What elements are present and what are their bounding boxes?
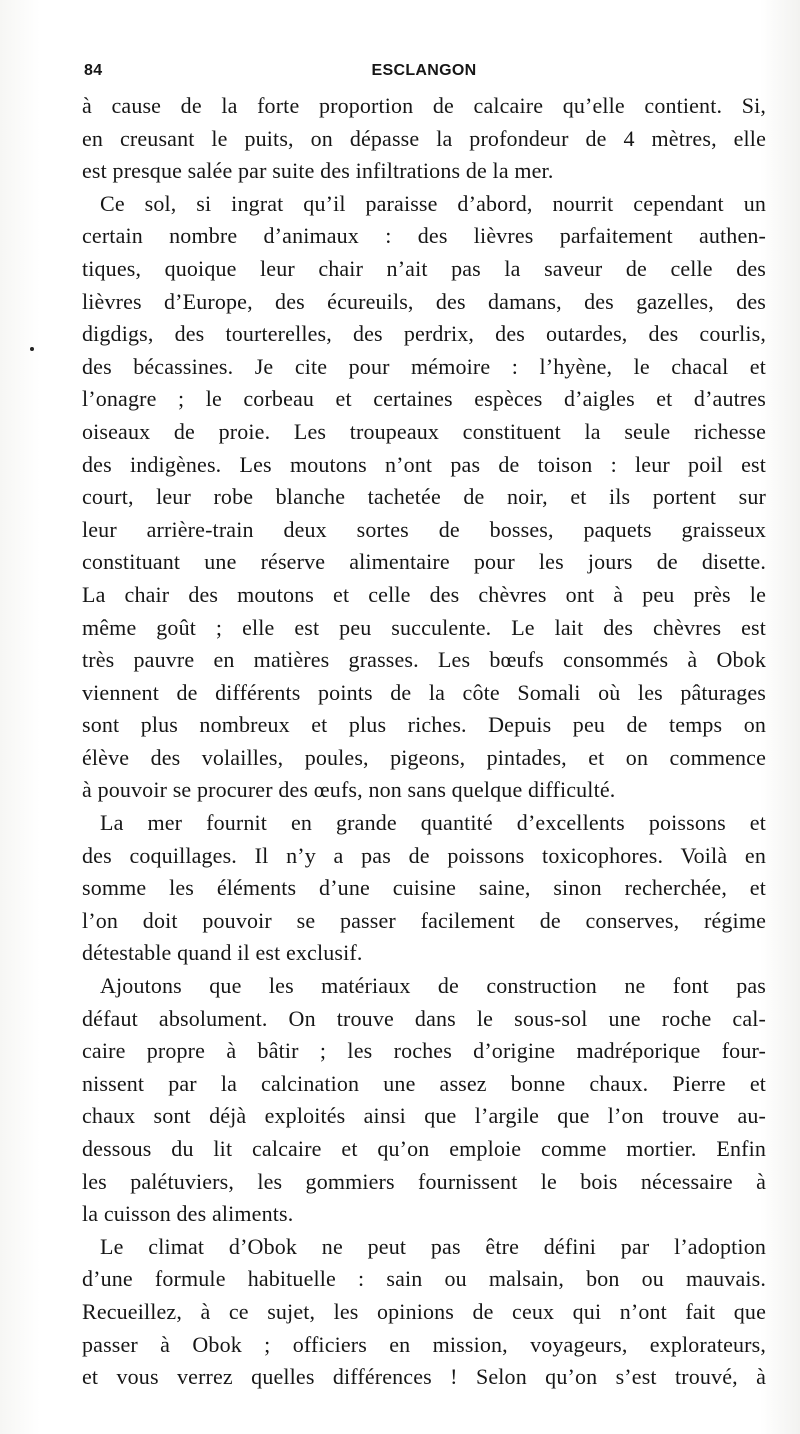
text-line: à cause de la forte proportion de calcaire qu’elle contient. Si, bbox=[82, 93, 766, 118]
text-line: digdigs, des tourterelles, des perdrix, des outardes, des courlis, bbox=[82, 321, 766, 347]
text-line: d’une formule habituelle : sain ou malsain, bon ou mauvais. bbox=[82, 1266, 766, 1292]
running-head: ESCLANGON bbox=[371, 62, 477, 79]
text-line: La chair des moutons et celle des chèvres ont à peu près le bbox=[82, 581, 766, 607]
text-line: Recueillez, à ce sujet, les opinions de ceux qui n’ont fait que bbox=[82, 1298, 766, 1324]
text-line: Ce sol, si ingrat qu’il paraisse d’abord, nourrit cependant un bbox=[100, 190, 766, 216]
margin-speck bbox=[30, 347, 34, 351]
text-line: court, leur robe blanche tachetée de noir, et ils portent sur bbox=[82, 484, 766, 510]
text-line: défaut absolument. On trouve dans le sous-sol une roche cal- bbox=[82, 1005, 766, 1031]
text-line: est presque salée par suite des infiltrations de la mer. bbox=[82, 158, 554, 184]
text-line: leur arrière-train deux sortes de bosses, paquets graisseux bbox=[82, 516, 766, 542]
page-number: 84 bbox=[84, 62, 103, 79]
text-line: élève des volailles, poules, pigeons, pintades, et on commence bbox=[82, 744, 766, 770]
text-line: dessous du lit calcaire et qu’on emploie comme mortier. Enfin bbox=[82, 1136, 766, 1161]
text-line: même goût ; elle est peu succulente. Le lait des chèvres est bbox=[82, 614, 766, 640]
text-line: La mer fournit en grande quantité d’excellents poissons et bbox=[100, 810, 766, 836]
text-line: les palétuviers, les gommiers fournissent le bois nécessaire à bbox=[82, 1168, 766, 1194]
text-line: somme les éléments d’une cuisine saine, sinon recherchée, et bbox=[82, 875, 766, 901]
text-line: oiseaux de proie. Les troupeaux constituent la seule richesse bbox=[82, 418, 766, 444]
text-line: l’onagre ; le corbeau et certaines espèces d’aigles et d’autres bbox=[82, 386, 766, 412]
text-line: certain nombre d’animaux : des lièvres parfaitement authen- bbox=[82, 223, 766, 249]
text-line: nissent par la calcination une assez bonne chaux. Pierre et bbox=[82, 1070, 766, 1096]
text-line: en creusant le puits, on dépasse la profondeur de 4 mètres, elle bbox=[82, 125, 766, 151]
body-text bbox=[82, 90, 766, 1394]
text-line: passer à Obok ; officiers en mission, voyageurs, explorateurs, bbox=[82, 1331, 766, 1357]
text-line: lièvres d’Europe, des écureuils, des damans, des gazelles, des bbox=[82, 288, 766, 314]
text-line: et vous verrez quelles différences ! Selon qu’on s’est trouvé, à bbox=[82, 1364, 766, 1390]
text-line: tiques, quoique leur chair n’ait pas la saveur de celle des bbox=[82, 255, 766, 281]
text-line: Le climat d’Obok ne peut pas être défini par l’adoption bbox=[100, 1233, 766, 1259]
text-line: Ajoutons que les matériaux de construction ne font pas bbox=[100, 973, 766, 999]
text-line: constituant une réserve alimentaire pour les jours de disette. bbox=[82, 549, 766, 575]
text-line: viennent de différents points de la côte Somali où les pâturages bbox=[82, 679, 766, 705]
text-line: très pauvre en matières grasses. Les bœufs consommés à Obok bbox=[82, 647, 766, 673]
text-line: à pouvoir se procurer des œufs, non sans quelque difficulté. bbox=[82, 777, 616, 803]
text-line: des bécassines. Je cite pour mémoire : l’hyène, le chacal et bbox=[82, 353, 766, 379]
text-line: sont plus nombreux et plus riches. Depuis peu de temps on bbox=[82, 712, 766, 738]
text-line: la cuisson des aliments. bbox=[82, 1201, 294, 1227]
text-line: détestable quand il est exclusif. bbox=[82, 940, 363, 966]
text-line: chaux sont déjà exploités ainsi que l’argile que l’on trouve au- bbox=[82, 1103, 766, 1129]
text-line: l’on doit pouvoir se passer facilement de conserves, régime bbox=[82, 907, 766, 933]
text-line: des indigènes. Les moutons n’ont pas de toison : leur poil est bbox=[82, 451, 766, 477]
text-line: des coquillages. Il n’y a pas de poissons toxicophores. Voilà en bbox=[82, 842, 766, 868]
page-header bbox=[84, 62, 764, 86]
text-line: caire propre à bâtir ; les roches d’origine madréporique four- bbox=[82, 1038, 766, 1064]
